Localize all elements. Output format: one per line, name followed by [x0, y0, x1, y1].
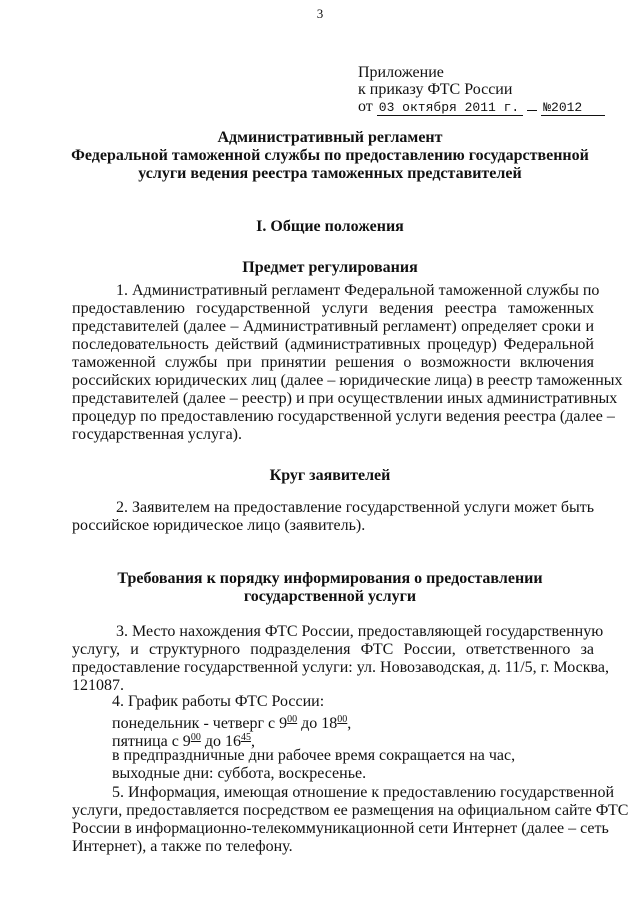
- p1-line: российских юридических лиц (далее – юридические лица) в реестр таможенных: [72, 372, 623, 389]
- paragraph-4: [72, 693, 594, 783]
- appendix-date: 03 октября 2011 г.: [377, 100, 523, 116]
- appendix-block: [358, 64, 598, 115]
- doc-title-line-3: услуги ведения реестра таможенных представителей: [138, 165, 522, 182]
- appendix-from-label: от: [358, 98, 373, 115]
- appendix-date-line: [358, 98, 598, 115]
- p3-line: услугу, и структурного подразделения ФТС России, ответственного за: [72, 641, 594, 658]
- p1-line: последовательность действий (административных процедур) Федеральной: [72, 336, 594, 353]
- paragraph-3: [72, 623, 609, 695]
- paragraph-2: [72, 499, 594, 535]
- page-number: 3: [316, 6, 324, 21]
- p4-title: 4. График работы ФТС России:: [112, 693, 325, 710]
- p1-line: 1. Административный регламент Федеральной таможенной службы по: [116, 282, 600, 299]
- appendix-label: Приложение: [358, 64, 444, 81]
- p3-line: предоставление государственной услуги: ул. Новозаводская, д. 11/5, г. Москва,: [72, 659, 609, 676]
- paragraph-1: [72, 282, 623, 444]
- appendix-number: №2012: [541, 100, 605, 116]
- p1-line: процедур по предоставлению государственной услуги ведения реестра (далее –: [72, 408, 615, 425]
- p1-line: предоставлению государственной услуги ведения реестра таможенных: [72, 300, 594, 317]
- subheading-subject: Предмет регулирования: [242, 259, 418, 276]
- p1-line: таможенной службы при принятии решения о возможности включения: [72, 354, 594, 371]
- subheading-applicants: Круг заявителей: [269, 467, 391, 484]
- p5-line: услуги, предоставляется посредством ее размещения на официальном сайте ФТС: [72, 802, 629, 819]
- appendix-order-ref: к приказу ФТС России: [358, 81, 513, 98]
- p5-line: Интернет), а также по телефону.: [72, 838, 293, 855]
- p1-line: государственная услуга).: [72, 426, 243, 443]
- p5-line: России в информационно-телекоммуникационной сети Интернет (далее – сеть: [72, 820, 609, 837]
- p1-line: представителей (далее – Административный регламент) определяет сроки и: [72, 318, 594, 335]
- p5-line: 5. Информация, имеющая отношение к предоставлению государственной: [112, 784, 615, 801]
- p4-mon-thu: понедельник - четверг с $9^{00}$ до $18^{00}$,: [112, 714, 352, 732]
- p3-line: 3. Место нахождения ФТС России, предоставляющей государственную: [116, 623, 604, 640]
- p2-line: 2. Заявителем на предоставление государственной услуги может быть: [116, 499, 594, 516]
- p4-weekend: выходные дни: суббота, воскресенье.: [112, 765, 367, 782]
- doc-title-line-1: Административный регламент: [217, 129, 443, 146]
- subheading-informing-line-1: Требования к порядку информирования о предоставлении: [117, 570, 543, 587]
- p2-line: российское юридическое лицо (заявитель).: [72, 517, 366, 534]
- p1-line: представителей (далее – реестр) и при осуществлении иных административных: [72, 390, 618, 407]
- p4-friday: пятница с $9^{00}$ до $16^{45}$,: [112, 732, 255, 750]
- p3-line: 121087.: [72, 677, 124, 694]
- section-heading-general: I. Общие положения: [256, 218, 404, 235]
- doc-title-line-2: Федеральной таможенной службы по предоставлению государственной: [71, 147, 589, 164]
- subheading-informing-line-2: государственной услуги: [243, 588, 417, 605]
- paragraph-5: [72, 784, 629, 856]
- p4-preholiday: в предпраздничные дни рабочее время сокращается на час,: [112, 747, 516, 764]
